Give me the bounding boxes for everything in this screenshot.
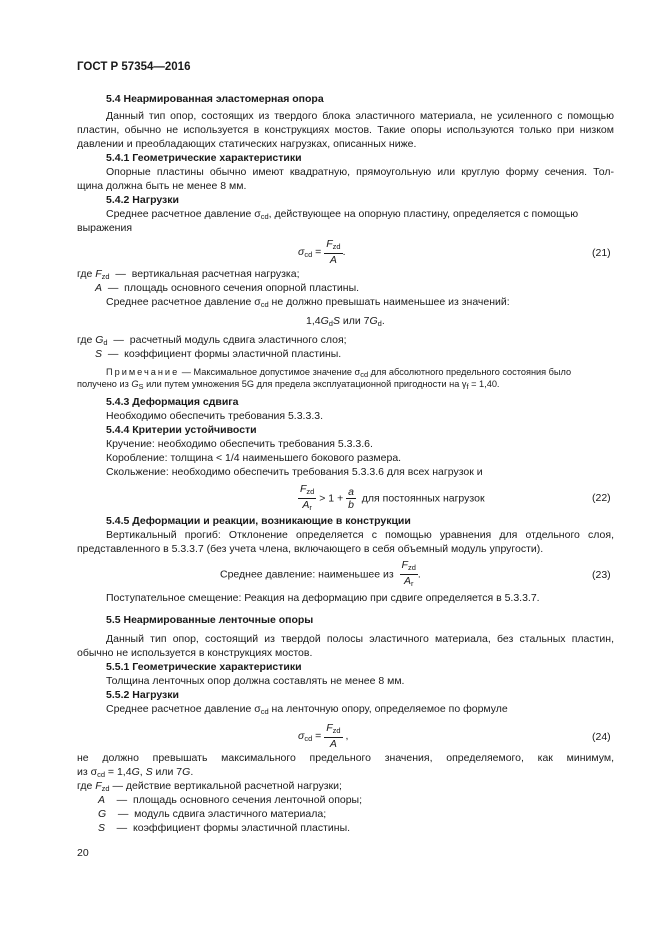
s552-line-3: из $\sigma_{cd} = 1,4G$, S или 7G. bbox=[77, 766, 194, 779]
note-line-2: получено из $G_S$ или путем умножения 5G для предела эксплуатационной пригодности на $\gamma_f = 1,40$. bbox=[77, 379, 500, 391]
s551-line-1: Толщина ленточных опор должна составлять не менее 8 мм. bbox=[106, 675, 405, 687]
s542-line-1: Среднее расчетное давление $\sigma_{cd}$, действующее на опорную пластину, определяется с помощью bbox=[106, 208, 579, 221]
s544-warping: Коробление: толщина < 1/4 наименьшего бокового размера. bbox=[106, 452, 402, 464]
s545-line-3: Поступательное смещение: Реакция на деформацию при сдвиге определяется в 5.3.3.7. bbox=[106, 592, 540, 604]
section-5-4-5-title: 5.4.5 Деформации и реакции, возникающие в конструкции bbox=[106, 515, 411, 527]
page-number: 20 bbox=[77, 847, 89, 859]
avg-pressure-line: Среднее расчетное давление $\sigma_{cd}$ не должно превышать наименьшее из значений: bbox=[106, 296, 510, 309]
where-fzd-2: где $F_{zd}$ — действие вертикальной расчетной нагрузки; bbox=[77, 780, 342, 793]
section-5-4-3-title: 5.4.3 Деформация сдвига bbox=[106, 396, 239, 408]
s54-paragraph-line-2: пластин, обычно не используется в конструкциях мостов. Такие опоры используются только при низком bbox=[77, 124, 614, 136]
note-line-1: Примечание — Максимальное допустимое значение $\sigma_{cd}$ для абсолютного предельного состояния было bbox=[106, 367, 572, 379]
section-5-4-title: 5.4 Неармированная эластомерная опора bbox=[106, 93, 324, 105]
s55-paragraph-line-1: Данный тип опор, состоящий из твердой полосы эластичного материала, без стальных пластин, bbox=[106, 633, 614, 645]
s541-line-1: Опорные пластины обычно имеют квадратную, прямоугольную или круглую форму сечения. Тол- bbox=[106, 166, 614, 178]
equation-23-number: (23) bbox=[592, 569, 611, 581]
section-5-5-2-title: 5.5.2 Нагрузки bbox=[106, 689, 179, 701]
equation-24: $\sigma_{cd}$ = $\frac{F_{zd}}{A}$ , bbox=[298, 722, 349, 750]
s545-line-2: представленного в 5.3.3.7 (без учета члена, включающего в себя объемный модуль упругости). bbox=[77, 543, 544, 555]
s54-paragraph-line-3: давлении и преобладающих статических нагрузках, описанных ниже. bbox=[77, 138, 417, 150]
s543-line-1: Необходимо обеспечить требования 5.3.3.3. bbox=[106, 410, 323, 422]
equation-24-number: (24) bbox=[592, 731, 611, 743]
s552-line-1: Среднее расчетное давление $\sigma_{cd}$ на ленточную опору, определяемое по формуле bbox=[106, 703, 508, 716]
s544-torsion: Кручение: необходимо обеспечить требования 5.3.3.6. bbox=[106, 438, 373, 450]
s552-line-2: не должно превышать максимального предельного значения, определяемого, как минимум, bbox=[77, 752, 614, 764]
where-s: S — коэффициент формы эластичной пластины. bbox=[95, 348, 342, 360]
equation-23: Среднее давление: наименьшее из $\frac{F_{zd}}{A_r}$ . bbox=[220, 559, 421, 588]
equation-21-number: (21) bbox=[592, 247, 611, 259]
equation-21: $\sigma_{cd}$ = $\frac{F_{zd}}{A}$ . bbox=[298, 238, 346, 266]
where-s-2: S — коэффициент формы эластичной пластины. bbox=[98, 822, 351, 834]
where-gd: где $G_d$ — расчетный модуль сдвига эластичного слоя; bbox=[77, 334, 347, 347]
page-header: ГОСТ Р 57354—2016 bbox=[77, 61, 191, 73]
section-5-5-1-title: 5.5.1 Геометрические характеристики bbox=[106, 661, 302, 673]
section-5-4-1-title: 5.4.1 Геометрические характеристики bbox=[106, 152, 302, 164]
equation-22: $\frac{F_{zd}}{A_r}$ > 1 + $\frac{a}{b}$ для постоянных нагрузок bbox=[300, 483, 485, 512]
where-a-2: A — площадь основного сечения ленточной опоры; bbox=[98, 794, 363, 806]
min-expression: $1,4G_dS$ или $7G_d$. bbox=[306, 315, 385, 328]
where-a: A — площадь основного сечения опорной пластины. bbox=[95, 282, 360, 294]
s541-line-2: щина должна быть не менее 8 мм. bbox=[77, 180, 247, 192]
equation-22-number: (22) bbox=[592, 492, 611, 504]
s545-line-1: Вертикальный прогиб: Отклонение определяется с помощью уравнения для отдельного слоя, bbox=[106, 529, 614, 541]
s544-sliding: Скольжение: необходимо обеспечить требования 5.3.3.6 для всех нагрузок и bbox=[106, 466, 483, 478]
section-5-4-4-title: 5.4.4 Критерии устойчивости bbox=[106, 424, 257, 436]
s54-paragraph-line-1: Данный тип опор, состоящих из твердого блока эластичного материала, не усиленного с помощью bbox=[106, 110, 614, 122]
s542-line-2: выражения bbox=[77, 222, 133, 234]
s55-paragraph-line-2: обычно не используется в конструкциях мостов. bbox=[77, 647, 313, 659]
section-5-4-2-title: 5.4.2 Нагрузки bbox=[106, 194, 179, 206]
where-fzd: где $F_{zd}$ — вертикальная расчетная нагрузка; bbox=[77, 268, 300, 281]
where-g-2: G — модуль сдвига эластичного материала; bbox=[98, 808, 327, 820]
section-5-5-title: 5.5 Неармированные ленточные опоры bbox=[106, 614, 314, 626]
